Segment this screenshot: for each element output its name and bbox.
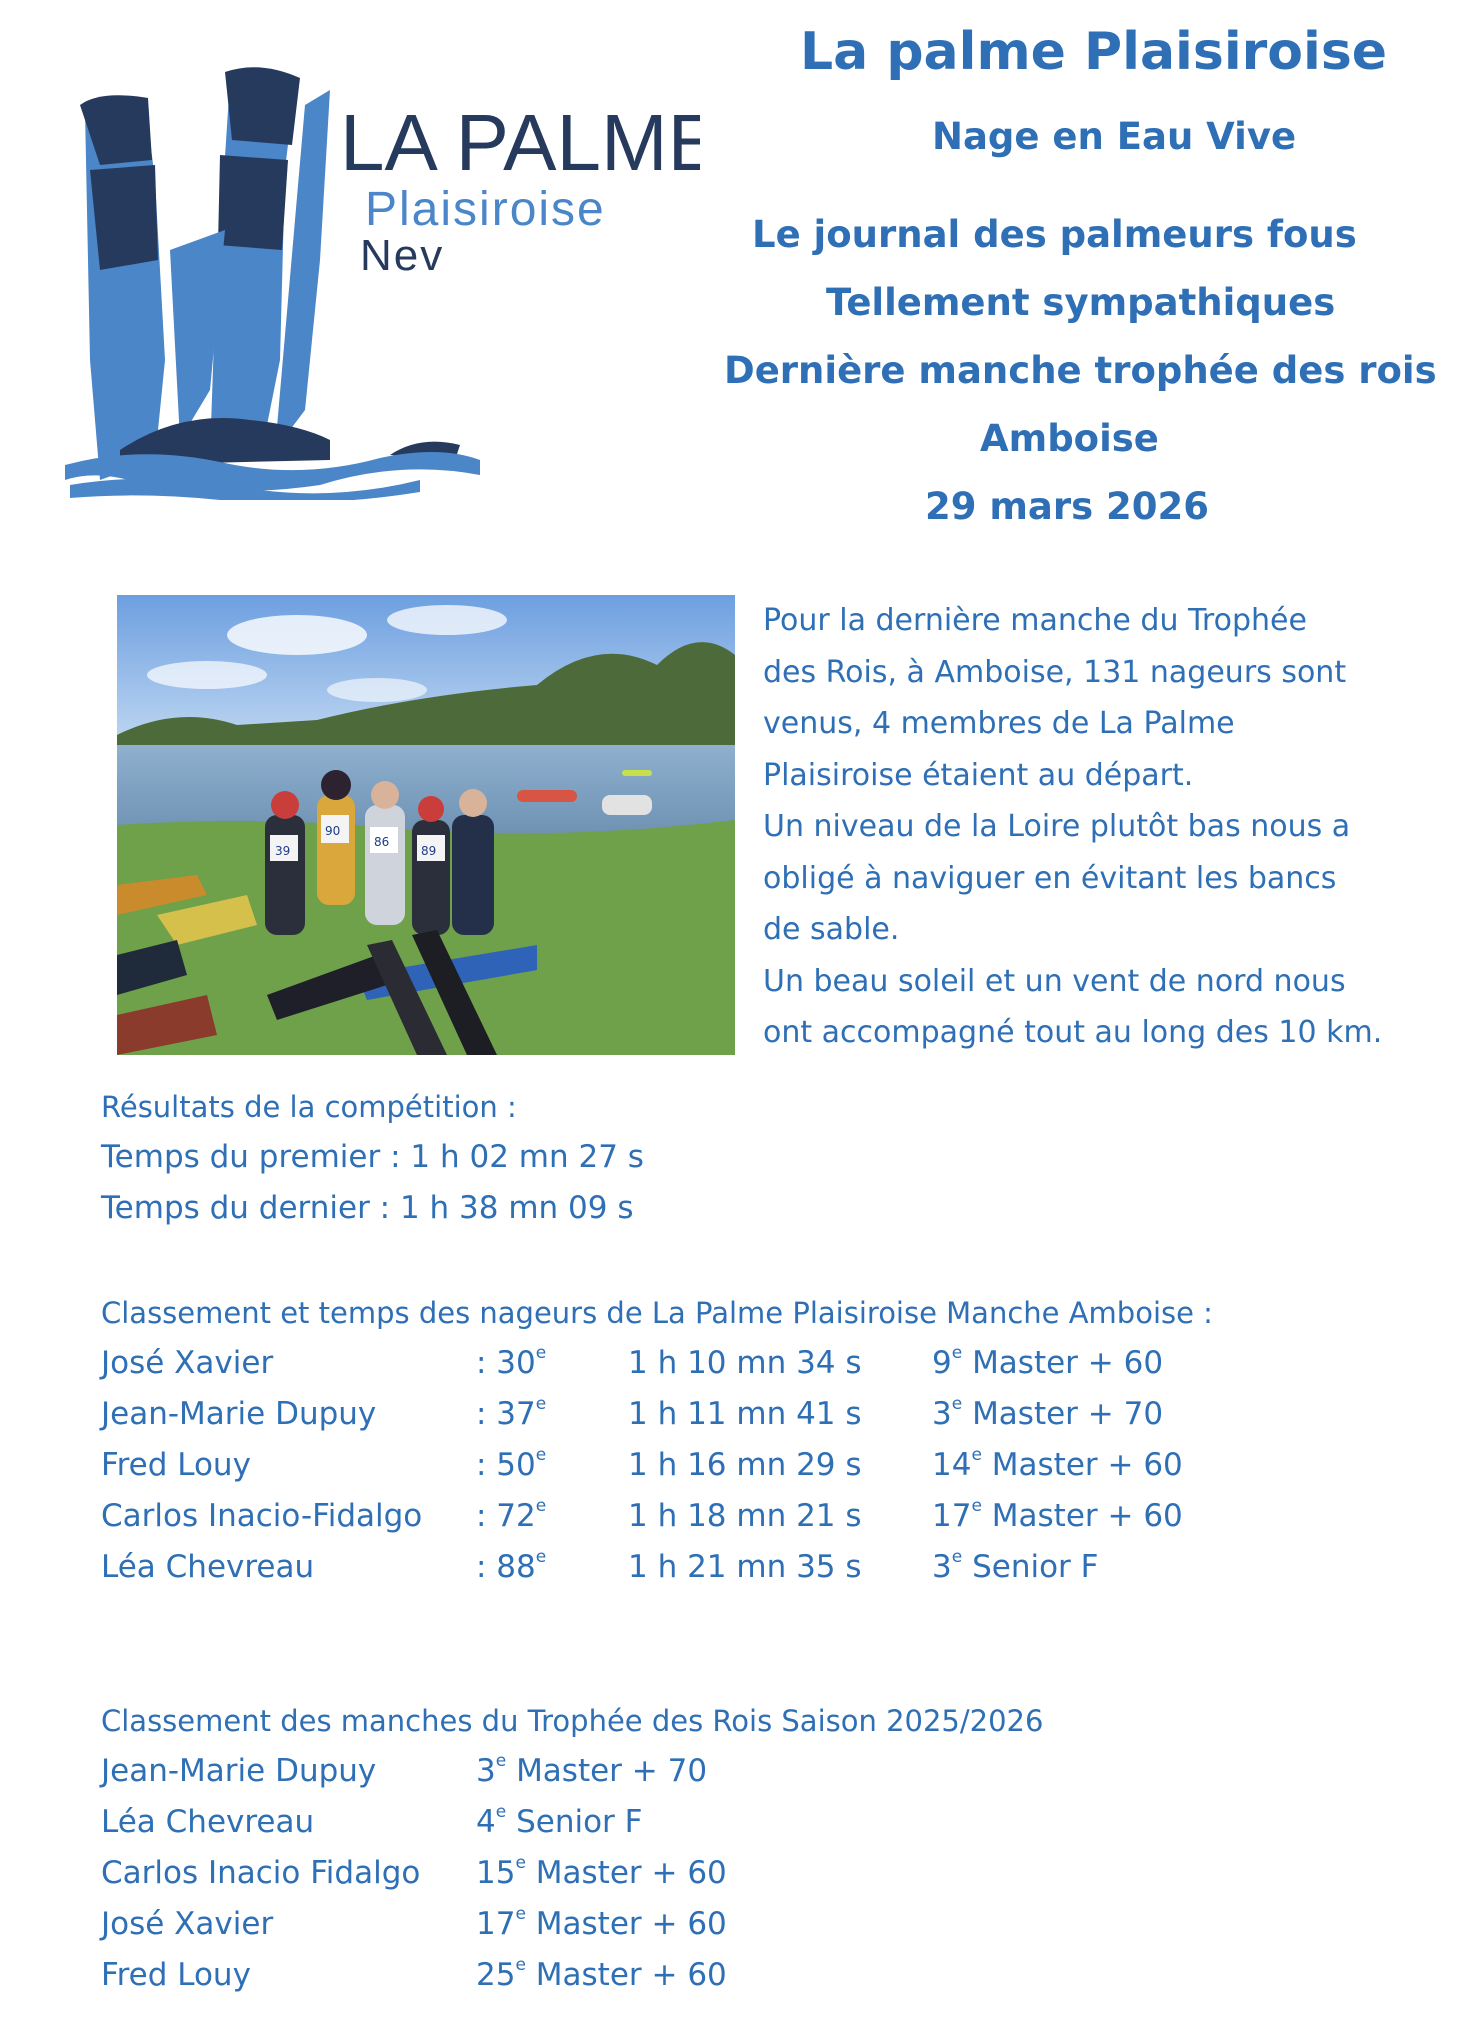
- event-line: Dernière manche trophée des rois: [724, 349, 1437, 392]
- swimmer-name: Fred Louy: [101, 1957, 251, 1993]
- swimmer-name: José Xavier: [101, 1345, 274, 1381]
- season-category: 15e Master + 60: [476, 1853, 727, 1891]
- first-time: Temps du premier : 1 h 02 mn 27 s: [101, 1139, 644, 1175]
- logo-text-line2: Plaisiroise: [365, 183, 606, 236]
- intro-paragraph: [763, 595, 1423, 1059]
- swimmer-category: 3e Senior F: [932, 1547, 1099, 1585]
- intro-line: obligé à naviguer en évitant les bancs: [763, 860, 1337, 896]
- swimmer-name: José Xavier: [101, 1906, 274, 1942]
- season-category: 25e Master + 60: [476, 1955, 727, 1993]
- season-category: 3e Master + 70: [476, 1751, 708, 1789]
- swimmer-time: 1 h 10 mn 34 s: [628, 1345, 862, 1381]
- season-heading: Classement des manches du Trophée des Rois Saison 2025/2026: [101, 1704, 1044, 1738]
- location: Amboise: [980, 417, 1159, 460]
- swimmer-category: 14e Master + 60: [932, 1445, 1183, 1483]
- season-category: 4e Senior F: [476, 1802, 643, 1840]
- swimmer-name: Jean-Marie Dupuy: [101, 1753, 377, 1789]
- journal-line: Le journal des palmeurs fous: [752, 213, 1357, 256]
- swimmer-name: Fred Louy: [101, 1447, 251, 1483]
- ranking-heading: Classement et temps des nageurs de La Palme Plaisiroise Manche Amboise :: [101, 1296, 1213, 1330]
- results-heading: Résultats de la compétition :: [101, 1090, 517, 1124]
- swimmer-category: 9e Master + 60: [932, 1343, 1164, 1381]
- intro-line: Plaisiroise étaient au départ.: [763, 757, 1194, 793]
- intro-line: de sable.: [763, 912, 900, 947]
- bib-number: 89: [421, 844, 437, 858]
- intro-line: venus, 4 membres de La Palme: [763, 706, 1235, 741]
- swimmer-name: Carlos Inacio Fidalgo: [101, 1855, 421, 1891]
- swimmer-time: 1 h 21 mn 35 s: [628, 1549, 862, 1585]
- swimmer-rank: : 30e: [476, 1343, 547, 1381]
- subtitle: Nage en Eau Vive: [932, 115, 1297, 158]
- logo-text-line1: LA PALME: [340, 98, 700, 187]
- swimmer-time: 1 h 18 mn 21 s: [628, 1498, 862, 1534]
- intro-line: des Rois, à Amboise, 131 nageurs sont: [763, 654, 1347, 690]
- event-photo: [117, 595, 735, 1055]
- swimmer-name: Léa Chevreau: [101, 1549, 315, 1585]
- season-category: 17e Master + 60: [476, 1904, 727, 1942]
- bib-number: 39: [275, 844, 291, 858]
- swimmer-category: 17e Master + 60: [932, 1496, 1183, 1534]
- bib-number: 86: [374, 835, 390, 849]
- swimmer-name: Léa Chevreau: [101, 1804, 315, 1840]
- swimmer-time: 1 h 11 mn 41 s: [628, 1396, 862, 1432]
- intro-line: Un niveau de la Loire plutôt bas nous a: [763, 809, 1351, 844]
- logo-text-line3: Nev: [360, 231, 445, 280]
- tagline: Tellement sympathiques: [826, 281, 1336, 324]
- bib-number: 90: [325, 824, 341, 838]
- event-date: 29 mars 2026: [925, 485, 1210, 528]
- swimmer-rank: : 72e: [476, 1496, 547, 1534]
- club-logo: [60, 60, 700, 500]
- swimmer-category: 3e Master + 70: [932, 1394, 1164, 1432]
- swimmer-time: 1 h 16 mn 29 s: [628, 1447, 862, 1483]
- intro-line: Un beau soleil et un vent de nord nous: [763, 963, 1346, 999]
- swimmer-name: Jean-Marie Dupuy: [101, 1396, 377, 1432]
- swimmer-name: Carlos Inacio-Fidalgo: [101, 1498, 423, 1534]
- page-title: La palme Plaisiroise: [800, 22, 1388, 82]
- swimmer-rank: : 88e: [476, 1547, 547, 1585]
- last-time: Temps du dernier : 1 h 38 mn 09 s: [101, 1190, 634, 1226]
- intro-line: ont accompagné tout au long des 10 km.: [763, 1015, 1383, 1050]
- swimmer-rank: : 37e: [476, 1394, 547, 1432]
- swimmer-rank: : 50e: [476, 1445, 547, 1483]
- intro-line: Pour la dernière manche du Trophée: [763, 603, 1307, 638]
